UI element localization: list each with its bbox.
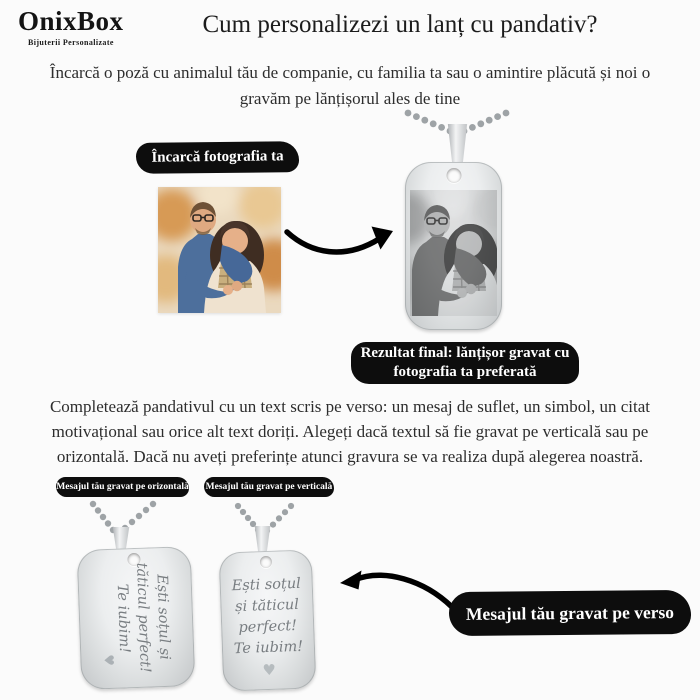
upload-photo-label: Încarcă fotografia ta xyxy=(136,141,299,174)
brand-logo: OnixBox xyxy=(18,6,124,36)
vertical-engraving-label: Mesajul tău gravat pe verticală xyxy=(204,477,334,497)
engraved-message: Ești soțul și tăticul perfect! Te iubim! ♥ xyxy=(219,573,316,680)
pendant-hole xyxy=(259,556,271,568)
heart-icon: ♥ xyxy=(262,660,277,680)
intro-paragraph xyxy=(0,60,700,112)
photo-pendant-tag xyxy=(405,162,502,330)
arrow-left-icon xyxy=(336,558,456,616)
horizontal-engraving-label: Mesajul tău gravat pe orizontală xyxy=(56,477,189,497)
paragraph-line: Completează pandativul cu un text scris pe verso: un mesaj de suflet, un simbol, un citat xyxy=(49,397,651,416)
intro-line: gravăm pe lănțișorul ales de tine xyxy=(239,89,461,108)
paragraph-line: orizontală. Dacă nu aveți preferințe atunci gravura se va realiza după alegerea noastră. xyxy=(56,447,644,466)
final-result-line: Rezultat final: lănțișor gravat cu xyxy=(360,345,570,361)
paragraph-line: motivațional sau orice alt text doriți. Alegeți dacă textul să fie gravat pe verticală sau pe xyxy=(51,422,649,441)
arrow-right-icon xyxy=(283,218,398,268)
couple-photo xyxy=(158,187,281,313)
engraved-photo xyxy=(410,190,497,316)
intro-line: Încarcă o poză cu animalul tău de companie, cu familia ta sau o amintire plăcută și noi o xyxy=(49,63,651,82)
engraved-message-rotated: Ești soțul și tăticul perfect! Te iubim! ♥ xyxy=(97,560,175,677)
final-result-line: fotografia ta preferată xyxy=(393,364,537,380)
brand-tagline: Bijuterii Personalizate xyxy=(28,38,114,47)
pendant-hole xyxy=(446,168,461,183)
heart-icon: ♥ xyxy=(100,654,116,667)
pendant-bail xyxy=(447,124,468,166)
vertical-message-tag xyxy=(219,549,317,691)
horizontal-message-tag xyxy=(77,546,196,690)
final-result-label xyxy=(351,342,579,384)
text-step-paragraph xyxy=(0,394,700,469)
verso-message-label: Mesajul tău gravat pe verso xyxy=(449,590,691,636)
page-title: Cum personalizezi un lanț cu pandativ? xyxy=(202,11,598,38)
pendant-bail xyxy=(254,526,271,554)
